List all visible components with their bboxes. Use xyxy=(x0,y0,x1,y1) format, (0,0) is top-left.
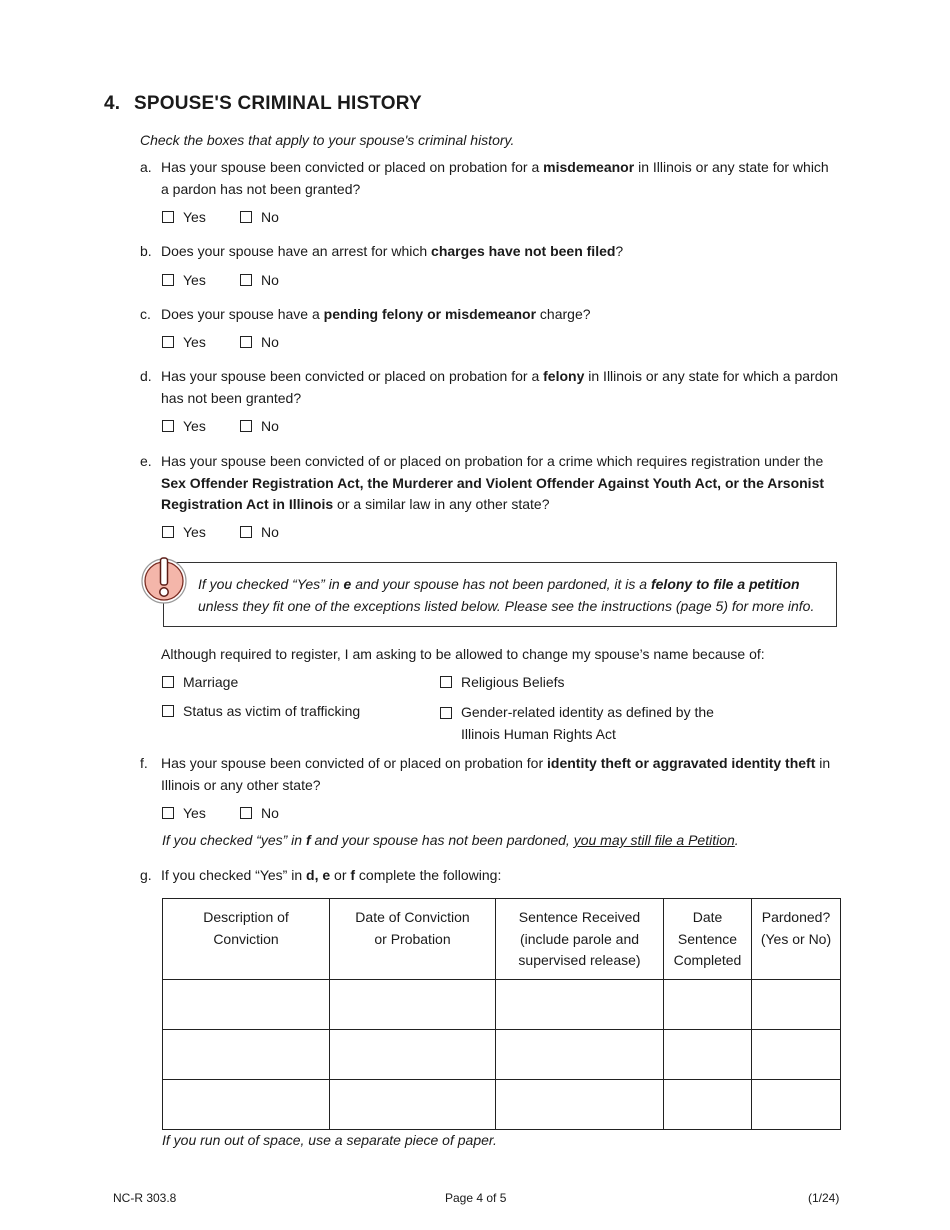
checkbox[interactable] xyxy=(162,807,174,819)
question-g xyxy=(140,865,840,887)
checkbox[interactable] xyxy=(162,676,174,688)
checkbox[interactable] xyxy=(240,807,252,819)
question-e-no-option[interactable]: No xyxy=(240,524,279,540)
question-c-options xyxy=(162,334,279,350)
footer-page-number: Page 4 of 5 xyxy=(445,1191,507,1205)
conviction-table xyxy=(162,898,841,1130)
question-text: Has your spouse been convicted or placed on probation for a felony in Illinois or any state for which a pardon has not been granted? xyxy=(161,368,839,406)
checkbox[interactable] xyxy=(162,336,174,348)
exception-trafficking-option[interactable]: Status as victim of trafficking xyxy=(162,703,360,719)
question-a-options xyxy=(162,209,279,225)
question-f-yes-option[interactable]: Yes xyxy=(162,805,240,821)
question-d xyxy=(140,366,840,409)
question-letter: d. xyxy=(140,368,152,384)
table-cell[interactable] xyxy=(752,980,841,1030)
question-a-no-option[interactable]: No xyxy=(240,209,279,225)
table-cell[interactable] xyxy=(163,1030,330,1080)
checkbox[interactable] xyxy=(440,707,452,719)
table-cell[interactable] xyxy=(163,980,330,1030)
question-b-no-option[interactable]: No xyxy=(240,272,279,288)
question-letter: e. xyxy=(140,453,152,469)
checkbox[interactable] xyxy=(240,274,252,286)
section-title xyxy=(104,93,422,115)
section-heading: SPOUSE'S CRIMINAL HISTORY xyxy=(134,93,422,114)
question-a xyxy=(140,157,840,200)
table-cell[interactable] xyxy=(496,1030,664,1080)
table-cell[interactable] xyxy=(330,1080,496,1130)
exception-gender-option[interactable]: Gender-related identity as defined by the Illinois Human Rights Act xyxy=(440,703,714,745)
question-d-options xyxy=(162,418,279,434)
exceptions-intro: Although required to register, I am asking to be allowed to change my spouse’s name because of: xyxy=(161,646,765,662)
checkbox[interactable] xyxy=(240,211,252,223)
header-pardoned: Pardoned? (Yes or No) xyxy=(752,899,841,980)
checkbox[interactable] xyxy=(162,705,174,717)
question-a-yes-option[interactable]: Yes xyxy=(162,209,240,225)
table-cell[interactable] xyxy=(664,980,752,1030)
table-cell[interactable] xyxy=(496,980,664,1030)
table-cell[interactable] xyxy=(496,1080,664,1130)
question-f-options xyxy=(162,805,279,821)
checkbox[interactable] xyxy=(240,336,252,348)
question-f xyxy=(140,753,840,796)
question-letter: a. xyxy=(140,159,152,175)
question-letter: c. xyxy=(140,306,151,322)
table-row xyxy=(163,1080,841,1130)
question-e-yes-option[interactable]: Yes xyxy=(162,524,240,540)
question-c-yes-option[interactable]: Yes xyxy=(162,334,240,350)
warning-icon xyxy=(141,556,189,609)
section-number: 4. xyxy=(104,93,121,114)
table-cell[interactable] xyxy=(163,1080,330,1130)
footer-form-id: NC-R 303.8 xyxy=(113,1191,177,1205)
table-row xyxy=(163,1030,841,1080)
checkbox[interactable] xyxy=(162,211,174,223)
question-letter: b. xyxy=(140,243,152,259)
checkbox[interactable] xyxy=(162,526,174,538)
question-letter: g. xyxy=(140,867,152,883)
section-intro: Check the boxes that apply to your spouse's criminal history. xyxy=(140,132,515,148)
table-cell[interactable] xyxy=(664,1080,752,1130)
question-text: Has your spouse been convicted or placed on probation for a misdemeanor in Illinois or any state for which a pardon has not been granted? xyxy=(161,159,829,197)
table-cell[interactable] xyxy=(752,1080,841,1130)
question-text: Has your spouse been convicted of or placed on probation for a crime which requires registration under the Sex Offender Registration Act, the Murderer and Violent Offender Against Youth Act, or the Arsonist Registration Act in Illinois or a similar law in any other state? xyxy=(161,453,825,512)
checkbox[interactable] xyxy=(240,526,252,538)
question-c xyxy=(140,304,840,326)
checkbox[interactable] xyxy=(240,420,252,432)
f-note: If you checked “yes” in f and your spouse has not been pardoned, you may still file a Petition. xyxy=(162,832,739,848)
question-c-no-option[interactable]: No xyxy=(240,334,279,350)
table-cell[interactable] xyxy=(330,980,496,1030)
table-cell[interactable] xyxy=(330,1030,496,1080)
question-e xyxy=(140,451,840,516)
table-row xyxy=(163,980,841,1030)
question-b xyxy=(140,241,840,263)
header-date-completed: Date Sentence Completed xyxy=(664,899,752,980)
warning-line-1: If you checked “Yes” in e and your spouse has not been pardoned, it is a felony to file a petition xyxy=(198,576,800,592)
checkbox[interactable] xyxy=(162,420,174,432)
question-b-yes-option[interactable]: Yes xyxy=(162,272,240,288)
table-cell[interactable] xyxy=(664,1030,752,1080)
header-date-conviction: Date of Conviction or Probation xyxy=(330,899,496,980)
footer-revision: (1/24) xyxy=(808,1191,840,1205)
question-b-options xyxy=(162,272,279,288)
exception-marriage-option[interactable]: Marriage xyxy=(162,674,238,690)
question-d-no-option[interactable]: No xyxy=(240,418,279,434)
table-cell[interactable] xyxy=(752,1030,841,1080)
question-text: Does your spouse have an arrest for which charges have not been filed? xyxy=(161,243,624,259)
warning-line-2: unless they fit one of the exceptions listed below. Please see the instructions (page 5) for more info. xyxy=(198,598,815,614)
space-note: If you run out of space, use a separate piece of paper. xyxy=(162,1132,497,1148)
checkbox[interactable] xyxy=(162,274,174,286)
exception-religious-option[interactable]: Religious Beliefs xyxy=(440,674,565,690)
warning-box xyxy=(163,562,837,627)
header-description: Description of Conviction xyxy=(163,899,330,980)
table-header-row xyxy=(163,899,841,980)
question-text: Has your spouse been convicted of or placed on probation for identity theft or aggravated identity theft in Illinois or any other state? xyxy=(161,755,831,793)
question-d-yes-option[interactable]: Yes xyxy=(162,418,240,434)
question-e-options xyxy=(162,524,279,540)
question-text: Does your spouse have a pending felony or misdemeanor charge? xyxy=(161,306,591,322)
question-letter: f. xyxy=(140,755,148,771)
question-f-no-option[interactable]: No xyxy=(240,805,279,821)
question-text: If you checked “Yes” in d, e or f complete the following: xyxy=(161,867,502,883)
header-sentence: Sentence Received (include parole and supervised release) xyxy=(496,899,664,980)
checkbox[interactable] xyxy=(440,676,452,688)
